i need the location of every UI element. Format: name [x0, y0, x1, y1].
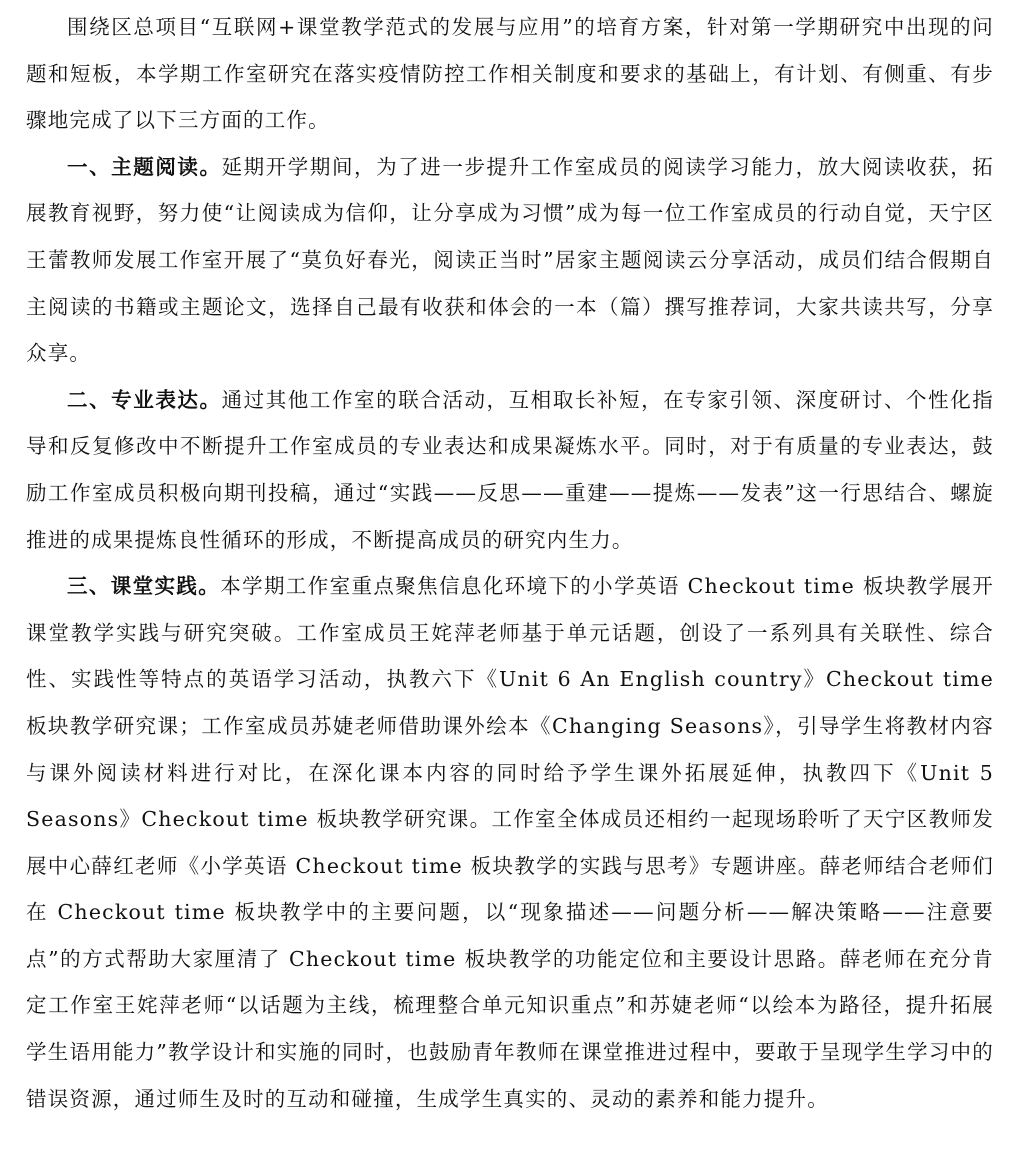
- section-2-heading: 二、专业表达。: [67, 387, 222, 412]
- intro-paragraph: [26, 4, 994, 144]
- section-1-text: 延期开学期间，为了进一步提升工作室成员的阅读学习能力，放大阅读收获，拓展教育视野，努力使“让阅读成为信仰，让分享成为习惯”成为每一位工作室成员的行动自觉，天宁区王蕾教师发展工作室开展了“莫负好春光，阅读正当时”居家主题阅读云分享活动，成员们结合假期自主阅读的书籍或主题论文，选择自己最有收获和体会的一本（篇）撰写推荐词，大家共读共写，分享众享。: [26, 154, 994, 366]
- section-3-heading: 三、课堂实践。: [67, 574, 221, 599]
- section-3-paragraph: [26, 563, 994, 1122]
- section-2-paragraph: [26, 377, 994, 563]
- section-3-text: 本学期工作室重点聚焦信息化环境下的小学英语 Checkout time 板块教学展开课堂教学实践与研究突破。工作室成员王姹萍老师基于单元话题，创设了一系列具有关联性、综合性、实践性等特点的英语学习活动，执教六下《Unit 6 An English country》Checkout time 板块教学研究课；工作室成员苏婕老师借助课外绘本《Changing Seasons》，引导学生将教材内容与课外阅读材料进行对比，在深化课本内容的同时给予学生课外拓展延伸，执教四下《Unit 5 Seasons》Checkout time 板块教学研究课。工作室全体成员还相约一起现场聆听了天宁区教师发展中心薛红老师《小学英语 Checkout time 板块教学的实践与思考》专题讲座。薛老师结合老师们在 Checkout time 板块教学中的主要问题，以“现象描述——问题分析——解决策略——注意要点”的方式帮助大家厘清了 Checkout time 板块教学的功能定位和主要设计思路。薛老师在充分肯定工作室王姹萍老师“以话题为主线，梳理整合单元知识重点”和苏婕老师“以绘本为路径，提升拓展学生语用能力”教学设计和实施的同时，也鼓励青年教师在课堂推进过程中，要敢于呈现学生学习中的错误资源，通过师生及时的互动和碰撞，生成学生真实的、灵动的素养和能力提升。: [26, 574, 994, 1111]
- intro-text: 围绕区总项目“互联网+课堂教学范式的发展与应用”的培育方案，针对第一学期研究中出现的问题和短板，本学期工作室研究在落实疫情防控工作相关制度和要求的基础上，有计划、有侧重、有步骤地完成了以下三方面的工作。: [26, 15, 994, 133]
- section-2-text: 通过其他工作室的联合活动，互相取长补短，在专家引领、深度研讨、个性化指导和反复修改中不断提升工作室成员的专业表达和成果凝炼水平。同时，对于有质量的专业表达，鼓励工作室成员积极向期刊投稿，通过“实践——反思——重建——提炼——发表”这一行思结合、螺旋推进的成果提炼良性循环的形成，不断提高成员的研究内生力。: [26, 387, 994, 552]
- section-1-paragraph: [26, 144, 994, 377]
- section-1-heading: 一、主题阅读。: [67, 154, 222, 179]
